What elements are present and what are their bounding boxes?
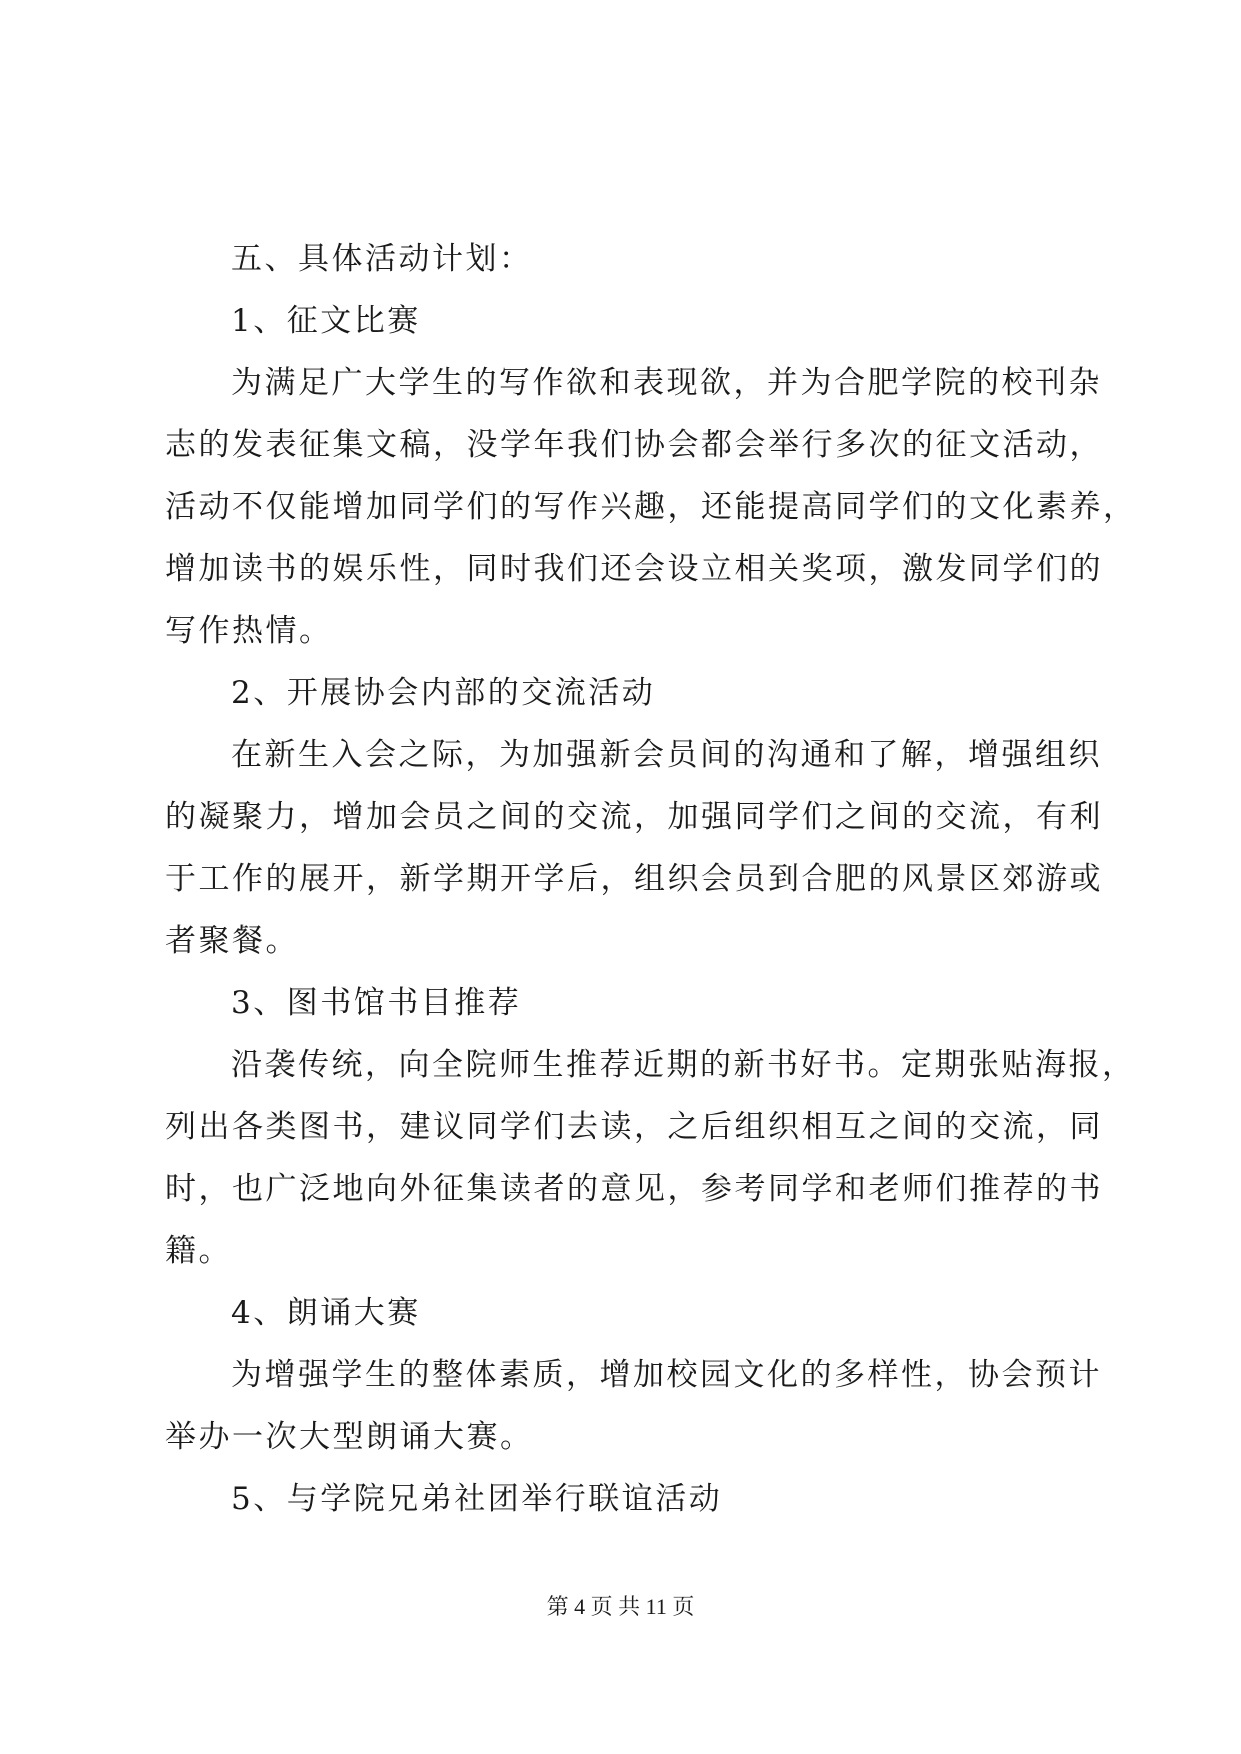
item-heading: 2、开展协会内部的交流活动: [231, 675, 656, 711]
paragraph-line: 列出各类图书，建议同学们去读，之后组织相互之间的交流，同: [165, 1109, 1103, 1145]
paragraph-line: 的凝聚力，增加会员之间的交流，加强同学们之间的交流，有利: [165, 799, 1103, 835]
paragraph-line: 籍。: [165, 1233, 232, 1269]
paragraph-line: 为增强学生的整体素质，增加校园文化的多样性，协会预计: [231, 1357, 1102, 1393]
item-heading: 3、图书馆书目推荐: [231, 985, 522, 1021]
paragraph-line: 时，也广泛地向外征集读者的意见，参考同学和老师们推荐的书: [165, 1171, 1103, 1207]
paragraph-line: 志的发表征集文稿，没学年我们协会都会举行多次的征文活动，: [165, 427, 1103, 463]
item-heading: 1、征文比赛: [231, 303, 421, 339]
paragraph-line: 为满足广大学生的写作欲和表现欲，并为合肥学院的校刊杂: [231, 365, 1102, 401]
paragraph-line: 活动不仅能增加同学们的写作兴趣，还能提高同学们的文化素养，: [165, 489, 1137, 525]
paragraph-line: 写作热情。: [165, 613, 333, 649]
paragraph-line: 举办一次大型朗诵大赛。: [165, 1419, 534, 1455]
item-heading: 4、朗诵大赛: [231, 1295, 421, 1331]
paragraph-line: 者聚餐。: [165, 923, 299, 959]
paragraph-line: 于工作的展开，新学期开学后，组织会员到合肥的风景区郊游或: [165, 861, 1103, 897]
paragraph-line: 沿袭传统，向全院师生推荐近期的新书好书。定期张贴海报，: [231, 1047, 1136, 1083]
item-heading: 5、与学院兄弟社团举行联谊活动: [231, 1481, 723, 1517]
paragraph-line: 在新生入会之际，为加强新会员间的沟通和了解，增强组织: [231, 737, 1102, 773]
document-body: [165, 228, 1137, 1530]
section-heading: 五、具体活动计划：: [231, 241, 533, 277]
page-footer: 第 4 页 共 11 页: [546, 1594, 695, 1619]
paragraph-line: 增加读书的娱乐性，同时我们还会设立相关奖项，激发同学们的: [165, 551, 1103, 587]
